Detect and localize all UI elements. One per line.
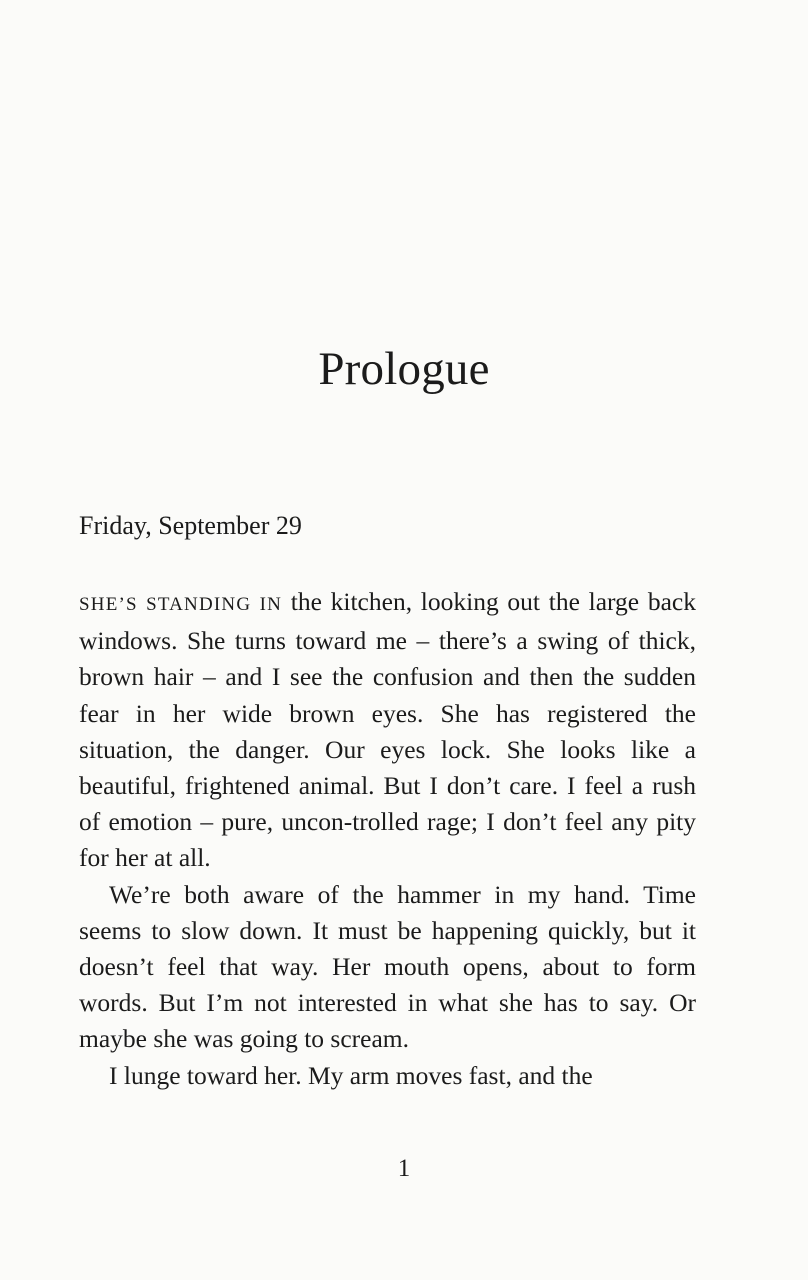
page-number: 1 xyxy=(397,1155,411,1182)
paragraph-1 xyxy=(79,584,696,877)
chapter-title: Prologue xyxy=(318,343,490,395)
paragraph-2: We’re both aware of the hammer in my hand. Time seems to slow down. It must be happening quickly, but it doesn’t feel that way. Her mouth opens, about to form words. But I’m not interested in what she has to say. Or maybe she was going to scream. xyxy=(79,879,696,1054)
body-text xyxy=(79,584,696,1094)
paragraph-3: I lunge toward her. My arm moves fast, and the xyxy=(109,1060,593,1090)
chapter-date: Friday, September 29 xyxy=(79,511,302,540)
opening-small-caps: SHE’S STANDING IN xyxy=(79,594,283,615)
paragraph-1-text: the kitchen, looking out the large back windows. She turns toward me – there’s a swing of thick, brown hair – and I see the confusion and then the sudden fear in her wide brown eyes. She has registered the situation, the danger. Our eyes lock. She looks like a beautiful, frightened animal. But I don’t care. I feel a rush of emotion – pure, uncon-trolled rage; I don’t feel any pity for her at all. xyxy=(79,587,696,873)
